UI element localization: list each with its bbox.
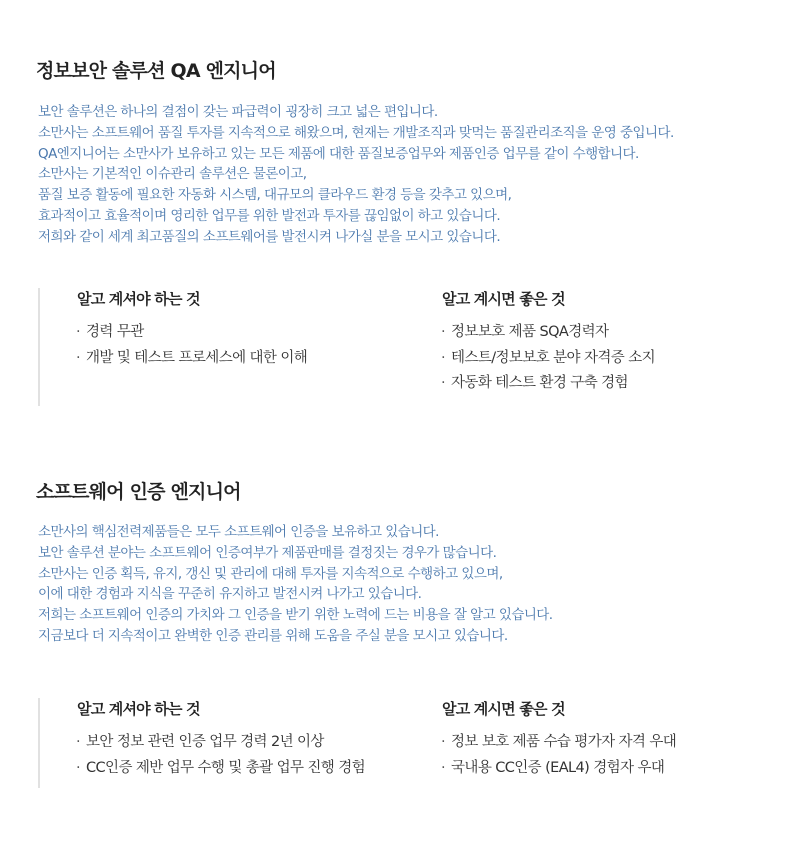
section-title: 소프트웨어 인증 엔지니어 xyxy=(36,481,241,503)
job-section-qa xyxy=(36,56,776,416)
description-line: QA엔지니어는 소만사가 보유하고 있는 모든 제품에 대한 품질보증업무와 제품인증 업무를 같이 수행합니다. xyxy=(38,145,639,162)
description-line: 소만사는 인증 획득, 유지, 갱신 및 관리에 대해 투자를 지속적으로 수행하고 있으며, xyxy=(38,565,503,582)
description-line: 보안 솔루션은 하나의 결점이 갖는 파급력이 굉장히 크고 넓은 편입니다. xyxy=(38,104,438,120)
bullet-icon: · xyxy=(76,734,81,750)
list-item xyxy=(76,346,307,372)
description-line: 품질 보증 활동에 필요한 자동화 시스템, 대규모의 클라우드 환경 등을 갖추고 있으며, xyxy=(38,187,512,204)
list-item-text: 정보 보호 제품 수습 평가자 자격 우대 xyxy=(451,734,677,750)
list-item-text: CC인증 제반 업무 수행 및 총괄 업무 진행 경험 xyxy=(86,759,366,776)
bullet-icon: · xyxy=(76,349,81,366)
list-item xyxy=(76,730,365,756)
preferred-list xyxy=(441,320,655,397)
bullet-icon: · xyxy=(441,759,446,776)
description-line: 소만사는 기본적인 이슈관리 솔루션은 물론이고, xyxy=(38,166,307,183)
list-item xyxy=(441,371,655,397)
required-heading: 알고 계셔야 하는 것 xyxy=(77,700,200,718)
requirements-box xyxy=(38,288,740,406)
list-item xyxy=(441,346,655,372)
description-line: 소만사는 소프트웨어 품질 투자를 지속적으로 해왔으며, 현재는 개발조직과 맞먹는 품질관리조직을 운영 중입니다. xyxy=(38,124,674,141)
required-list xyxy=(76,320,307,371)
list-item-text: 자동화 테스트 환경 구축 경험 xyxy=(451,375,628,392)
job-section-certification xyxy=(36,477,776,797)
description-line: 저희는 소프트웨어 인증의 가치와 그 인증을 받기 위한 노력에 드는 비용을 잘 알고 있습니다. xyxy=(38,607,553,624)
description-line: 보안 솔루션 분야는 소프트웨어 인증여부가 제품판매를 결정짓는 경우가 많습니다. xyxy=(38,544,497,561)
preferred-heading: 알고 계시면 좋은 것 xyxy=(442,290,565,308)
requirements-box xyxy=(38,698,740,788)
bullet-icon: · xyxy=(76,759,81,776)
bullet-icon: · xyxy=(441,375,446,392)
preferred-list xyxy=(441,730,676,781)
description-line: 지금보다 더 지속적이고 완벽한 인증 관리를 위해 도움을 주실 분을 모시고 있습니다. xyxy=(38,627,508,644)
preferred-heading: 알고 계시면 좋은 것 xyxy=(442,700,565,718)
list-item-text: 보안 정보 관련 인증 업무 경력 2년 이상 xyxy=(86,734,324,750)
required-list xyxy=(76,730,365,781)
list-item-text: 테스트/정보보호 분야 자격증 소지 xyxy=(451,349,656,366)
bullet-icon: · xyxy=(441,324,446,340)
section-description xyxy=(38,102,674,248)
list-item xyxy=(441,320,655,346)
bullet-icon: · xyxy=(441,349,446,366)
required-heading: 알고 계셔야 하는 것 xyxy=(77,290,200,308)
list-item-text: 개발 및 테스트 프로세스에 대한 이해 xyxy=(86,349,308,366)
bullet-icon: · xyxy=(76,324,81,340)
list-item xyxy=(76,320,307,346)
section-title: 정보보안 솔루션 QA 엔지니어 xyxy=(36,60,276,82)
description-line: 이에 대한 경험과 지식을 꾸준히 유지하고 발전시켜 나가고 있습니다. xyxy=(38,586,422,603)
list-item-text: 국내용 CC인증 (EAL4) 경험자 우대 xyxy=(451,759,665,776)
description-line: 저희와 같이 세계 최고품질의 소프트웨어를 발전시켜 나가실 분을 모시고 있습니다. xyxy=(38,228,501,245)
list-item xyxy=(441,756,676,782)
list-item-text: 경력 무관 xyxy=(86,324,144,340)
description-line: 효과적이고 효율적이며 영리한 업무를 위한 발전과 투자를 끊임없이 하고 있습니다. xyxy=(38,207,501,224)
description-line: 소만사의 핵심전력제품들은 모두 소프트웨어 인증을 보유하고 있습니다. xyxy=(38,524,439,540)
list-item xyxy=(76,756,365,782)
list-item-text: 정보보호 제품 SQA경력자 xyxy=(451,324,609,340)
list-item xyxy=(441,730,676,756)
section-description xyxy=(38,522,553,647)
bullet-icon: · xyxy=(441,734,446,750)
